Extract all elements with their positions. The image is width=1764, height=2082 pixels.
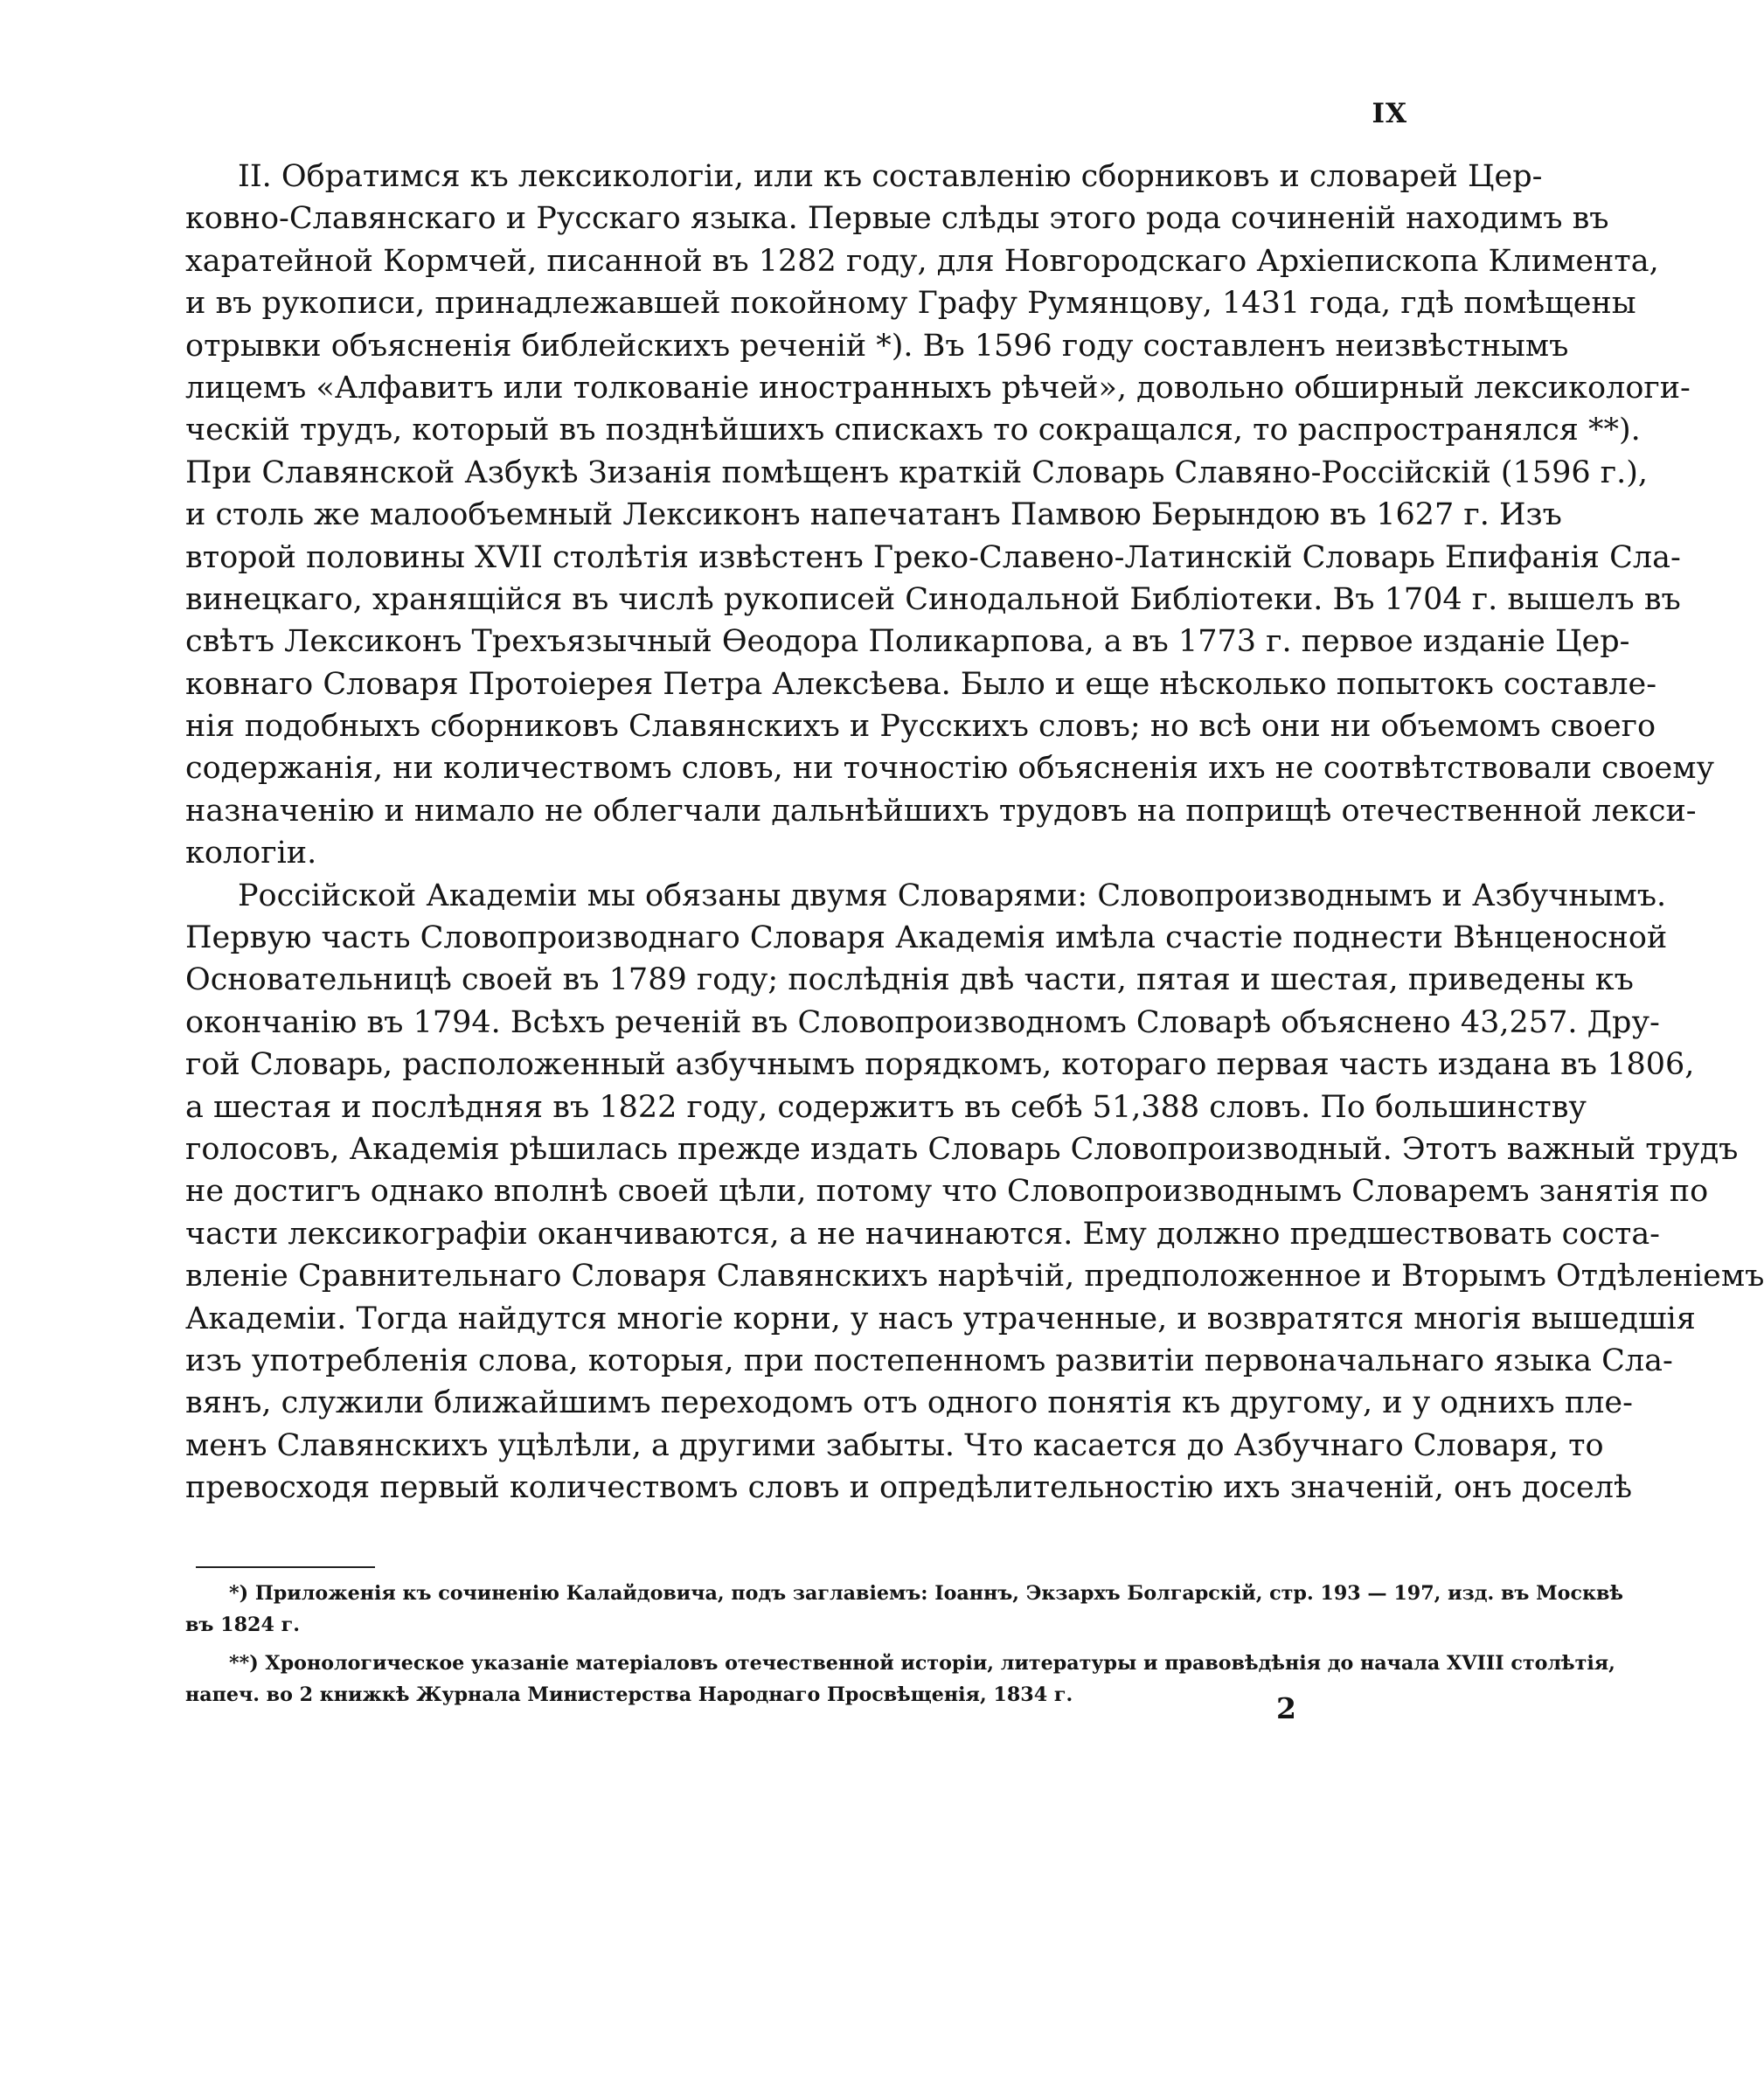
text-line: не достигъ однако вполнѣ своей цѣли, потому что Словопроизводнымъ Словаремъ занятія по [185,1174,1709,1210]
text-line: харатейной Кормчей, писанной въ 1282 году, для Новгородскаго Архіепископа Климента, [185,243,1659,279]
text-line: Академіи. Тогда найдутся многіе корни, у насъ утраченные, и возвратятся многія вышедшія [185,1301,1696,1336]
text-line: II. Обратимся къ лексикологіи, или къ составленію сборниковъ и словарей Цер- [238,159,1543,194]
text-line: и въ рукописи, принадлежавшей покойному Графу Румянцову, 1431 года, гдѣ помѣщены [185,286,1636,322]
text-line: нія подобныхъ сборниковъ Славянскихъ и Русскихъ словъ; но всѣ они ни объемомъ своего [185,709,1656,745]
paragraph-lexicology [185,156,1715,875]
footnote-line: **) Хронологическое указаніе матеріаловъ отечественной исторіи, литературы и правовѣдѣнія до начала XVIII столѣтія, [229,1652,1615,1675]
signature-mark: 2 [1276,1691,1296,1725]
footnotes [185,1578,1624,1711]
text-line: винецкаго, хранящійся въ числѣ рукописей Синодальной Библіотеки. Въ 1704 г. вышелъ въ [185,581,1681,617]
text-line: менъ Славянскихъ уцѣлѣли, а другими забыты. Что касается до Азбучнаго Словаря, то [185,1427,1604,1463]
text-line: назначенію и нимало не облегчали дальнѣйшихъ трудовъ на поприщѣ отечественной лекси- [185,793,1697,829]
footnote-2 [185,1648,1615,1711]
text-line: и столь же малообъемный Лексиконъ напечатанъ Памвою Берындою въ 1627 г. Изъ [185,497,1562,533]
text-line: содержанія, ни количествомъ словъ, ни точностію объясненія ихъ не соотвѣтствовали своему [185,751,1715,787]
text-line: превосходя первый количествомъ словъ и опредѣлительностію ихъ значеній, онъ доселѣ [185,1470,1633,1506]
footnote-1 [185,1578,1624,1641]
text-line: Россійской Академіи мы обязаны двумя Словарями: Словопроизводнымъ и Азбучнымъ. [238,878,1667,913]
text-line: части лексикографіи оканчиваются, а не начинаются. Ему должно предшествовать соста- [185,1216,1661,1252]
footnote-divider [196,1566,375,1568]
text-line: кологіи. [185,836,317,871]
text-line: вянъ, служили ближайшимъ переходомъ отъ одного понятія къ другому, и у однихъ пле- [185,1385,1633,1421]
text-line: Первую часть Словопроизводнаго Словаря Академія имѣла счастіе поднести Вѣнценосной [185,920,1668,956]
footnote-line: въ 1824 г. [185,1614,300,1636]
text-line: отрывки объясненія библейскихъ реченій *). Въ 1596 году составленъ неизвѣстнымъ [185,328,1569,364]
text-line: изъ употребленія слова, которыя, при постепенномъ развитіи первоначальнаго языка Сла- [185,1343,1673,1378]
text-line: свѣтъ Лексиконъ Трехъязычный Ѳеодора Поликарпова, а въ 1773 г. первое изданіе Цер- [185,624,1630,660]
text-line: ческій трудъ, который въ позднѣйшихъ спискахъ то сокращался, то распространялся **). [185,413,1641,448]
text-line: вленіе Сравнительнаго Словаря Славянскихъ нарѣчій, предположенное и Вторымъ Отдѣленіемъ [185,1259,1764,1294]
text-line: окончанію въ 1794. Всѣхъ реченій въ Словопроизводномъ Словарѣ объяснено 43,257. Дру- [185,1004,1660,1040]
text-line: ковно-Славянскаго и Русскаго языка. Первые слѣды этого рода сочиненій находимъ въ [185,201,1609,237]
text-line: второй половины XVII столѣтія извѣстенъ Греко-Славено-Латинскій Словарь Епифанія Сла- [185,539,1681,575]
text-line: гой Словарь, расположенный азбучнымъ порядкомъ, котораго первая часть издана въ 1806, [185,1047,1695,1083]
text-line: Основательницѣ своей въ 1789 году; послѣднія двѣ части, пятая и шестая, приведены къ [185,962,1634,998]
body-text [185,156,1764,1509]
page-number: IX [1372,98,1407,129]
paragraph-academy-dictionaries [185,875,1764,1509]
text-line: голосовъ, Академія рѣшилась прежде издать Словарь Словопроизводный. Этотъ важный трудъ [185,1131,1739,1167]
text-line: При Славянской Азбукѣ Зизанія помѣщенъ краткій Словарь Славяно-Россійскій (1596 г.), [185,455,1648,490]
text-line: ковнаго Словаря Протоіерея Петра Алексѣева. Было и еще нѣсколько попытокъ составле- [185,666,1657,702]
text-line: лицемъ «Алфавитъ или толкованіе иностранныхъ рѣчей», довольно обширный лексикологи- [185,370,1691,406]
text-line: а шестая и послѣдняя въ 1822 году, содержитъ въ себѣ 51,388 словъ. По большинству [185,1089,1587,1125]
footnote-line: напеч. во 2 книжкѣ Журнала Министерства Народнаго Просвѣщенія, 1834 г. [185,1683,1073,1706]
footnote-line: *) Приложенія къ сочиненію Калайдовича, подъ заглавіемъ: Іоаннъ, Экзархъ Болгарскій, стр. 193 — 197, изд. въ Москвѣ [229,1582,1624,1605]
